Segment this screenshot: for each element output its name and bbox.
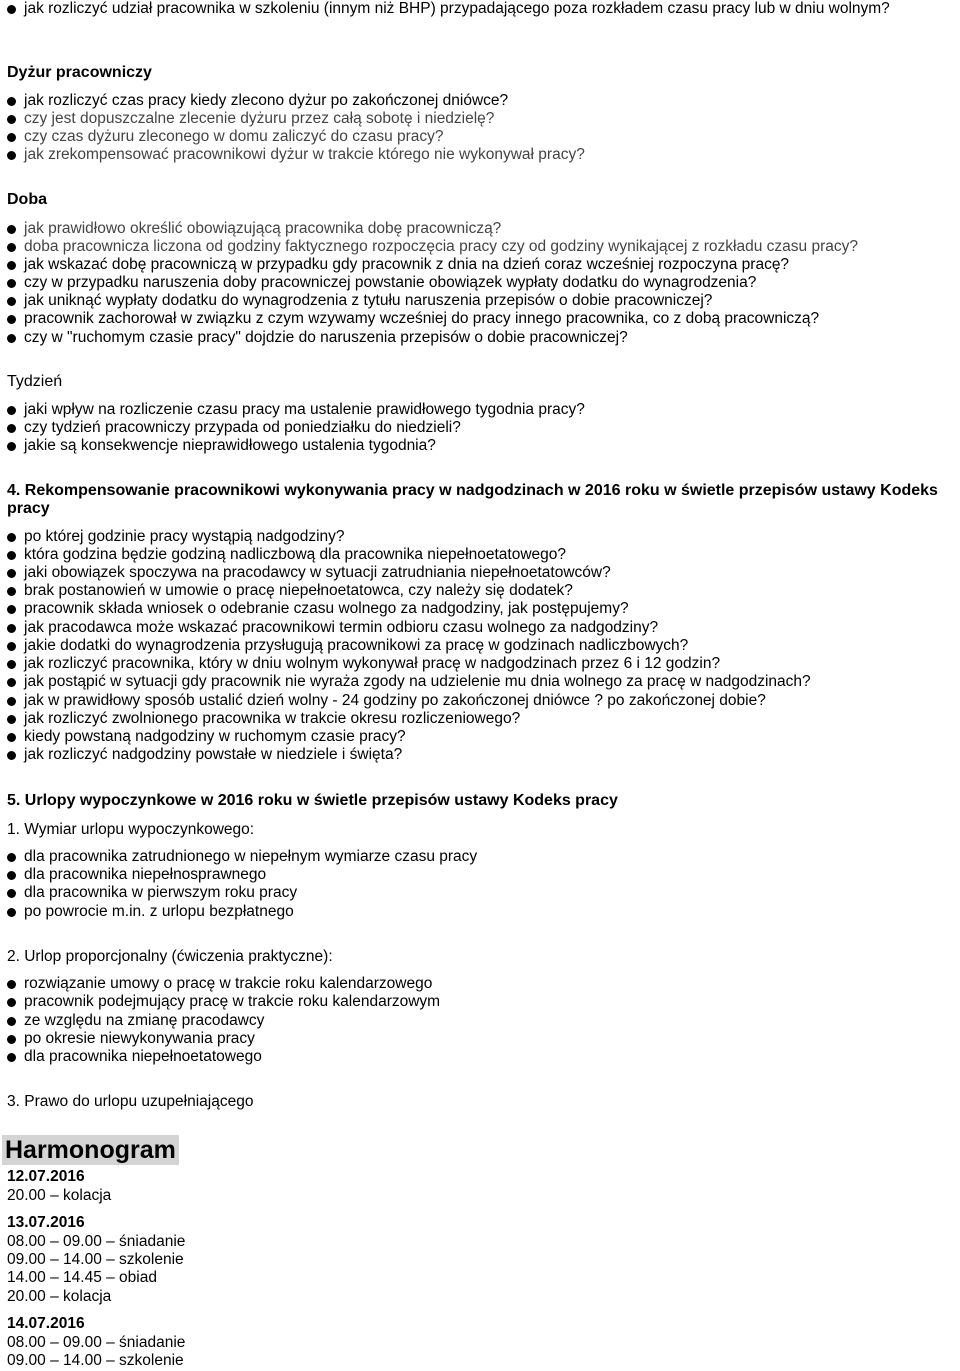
list-item: czy tydzień pracowniczy przypada od poniedziałku do niedzieli?: [24, 419, 954, 437]
list-item: pracownik składa wniosek o odebranie czasu wolnego za nadgodziny, jak postępujemy?: [24, 600, 954, 618]
section-heading-5: 5. Urlopy wypoczynkowe w 2016 roku w świetle przepisów ustawy Kodeks pracy: [7, 792, 618, 809]
section-heading-dyzur: Dyżur pracowniczy: [7, 64, 152, 81]
list-item: jaki obowiązek spoczywa na pracodawcy w sytuacji zatrudniania niepełnoetatowców?: [24, 564, 954, 582]
list-item: czy w przypadku naruszenia doby pracowniczej powstanie obowiązek wypłaty dodatku do wynagrodzenia?: [24, 274, 954, 292]
section-heading-4: 4. Rekompensowanie pracownikowi wykonywania pracy w nadgodzinach w 2016 roku w świetle przepisów ustawy Kodeks pracy: [7, 482, 938, 517]
list-item: dla pracownika niepełnosprawnego: [24, 866, 954, 884]
list-item: która godzina będzie godziną nadliczbową dla pracownika niepełnoetatowego?: [24, 546, 954, 564]
list-item: brak postanowień w umowie o pracę niepełnoetatowca, czy należy się dodatek?: [24, 582, 954, 600]
list-item: doba pracownicza liczona od godziny faktycznego rozpoczęcia pracy czy od godziny wynikającej z rozkładu czasu pracy?: [24, 238, 954, 256]
list-item: dla pracownika niepełnoetatowego: [24, 1048, 954, 1066]
list-item: jak uniknąć wypłaty dodatku do wynagrodzenia z tytułu naruszenia przepisów o dobie pracowniczej?: [24, 292, 954, 310]
schedule-date: 12.07.2016: [7, 1168, 85, 1185]
list-item: pracownik podejmujący pracę w trakcie roku kalendarzowym: [24, 993, 954, 1011]
list-item: jak w prawidłowy sposób ustalić dzień wolny - 24 godziny po zakończonej dniówce ? po zakończonej dobie?: [24, 692, 954, 710]
subsection-label: 1. Wymiar urlopu wypoczynkowego:: [7, 821, 255, 838]
list-item: po której godzinie pracy wystąpią nadgodziny?: [24, 528, 954, 546]
list-item: jak pracodawca może wskazać pracownikowi termin odbioru czasu wolnego za nadgodziny?: [24, 619, 954, 637]
list-item: ze względu na zmianę pracodawcy: [24, 1012, 954, 1030]
list-item: jak wskazać dobę pracowniczą w przypadku gdy pracownik z dnia na dzień coraz wcześniej rozpoczyna pracę?: [24, 256, 954, 274]
list-item: kiedy powstaną nadgodziny w ruchomym czasie pracy?: [24, 728, 954, 746]
list-item: jak rozliczyć czas pracy kiedy zlecono dyżur po zakończonej dniówce?: [24, 92, 954, 110]
list-item: dla pracownika zatrudnionego w niepełnym wymiarze czasu pracy: [24, 848, 954, 866]
schedule-entry: 09.00 – 14.00 – szkolenie: [7, 1352, 184, 1369]
list-item: jak prawidłowo określić obowiązującą pracownika dobę pracowniczą?: [24, 220, 954, 238]
list-item: czy czas dyżuru zleconego w domu zaliczyć do czasu pracy?: [24, 128, 954, 146]
list-item: po okresie niewykonywania pracy: [24, 1030, 954, 1048]
section-heading-tydzien: Tydzień: [7, 373, 63, 390]
schedule-date: 13.07.2016: [7, 1214, 85, 1231]
list-item: jak rozliczyć pracownika, który w dniu wolnym wykonywał pracę w nadgodzinach przez 6 i 12 godzin?: [24, 655, 954, 673]
list-item: dla pracownika w pierwszym roku pracy: [24, 884, 954, 902]
list-item: jak postąpić w sytuacji gdy pracownik nie wyraża zgody na udzielenie mu dnia wolnego za pracę w nadgodzinach?: [24, 673, 954, 691]
list-item: jakie dodatki do wynagrodzenia przysługują pracownikowi za pracę w godzinach nadliczbowych?: [24, 637, 954, 655]
list-item: jak zrekompensować pracownikowi dyżur w trakcie którego nie wykonywał pracy?: [24, 146, 954, 164]
list-item: jaki wpływ na rozliczenie czasu pracy ma ustalenie prawidłowego tygodnia pracy?: [24, 401, 954, 419]
list-item: czy jest dopuszczalne zlecenie dyżuru przez całą sobotę i niedzielę?: [24, 110, 954, 128]
schedule-date: 14.07.2016: [7, 1315, 85, 1332]
subsection-label: 2. Urlop proporcjonalny (ćwiczenia praktyczne):: [7, 948, 333, 965]
schedule-entry: 08.00 – 09.00 – śniadanie: [7, 1233, 186, 1250]
list-item: jak rozliczyć udział pracownika w szkoleniu (innym niż BHP) przypadającego poza rozkładem czasu pracy lub w dniu wolnym?: [24, 0, 954, 18]
list-item: jakie są konsekwencje nieprawidłowego ustalenia tygodnia?: [24, 437, 954, 455]
schedule-entry: 09.00 – 14.00 – szkolenie: [7, 1251, 184, 1268]
subsection-label: 3. Prawo do urlopu uzupełniającego: [7, 1093, 254, 1110]
schedule-entry: 14.00 – 14.45 – obiad: [7, 1269, 157, 1286]
schedule-entry: 20.00 – kolacja: [7, 1288, 112, 1305]
list-item: jak rozliczyć zwolnionego pracownika w trakcie okresu rozliczeniowego?: [24, 710, 954, 728]
list-item: pracownik zachorował w związku z czym wzywamy wcześniej do pracy innego pracownika, co z dobą pracowniczą?: [24, 310, 954, 328]
list-item: czy w "ruchomym czasie pracy" dojdzie do naruszenia przepisów o dobie pracowniczej?: [24, 329, 954, 347]
section-heading-doba: Doba: [7, 191, 47, 208]
schedule-entry: 08.00 – 09.00 – śniadanie: [7, 1334, 186, 1351]
list-item: rozwiązanie umowy o pracę w trakcie roku kalendarzowego: [24, 975, 954, 993]
schedule-entry: 20.00 – kolacja: [7, 1187, 112, 1204]
schedule-title: Harmonogram: [2, 1135, 179, 1165]
list-item: po powrocie m.in. z urlopu bezpłatnego: [24, 903, 954, 921]
list-item: jak rozliczyć nadgodziny powstałe w niedziele i święta?: [24, 746, 954, 764]
